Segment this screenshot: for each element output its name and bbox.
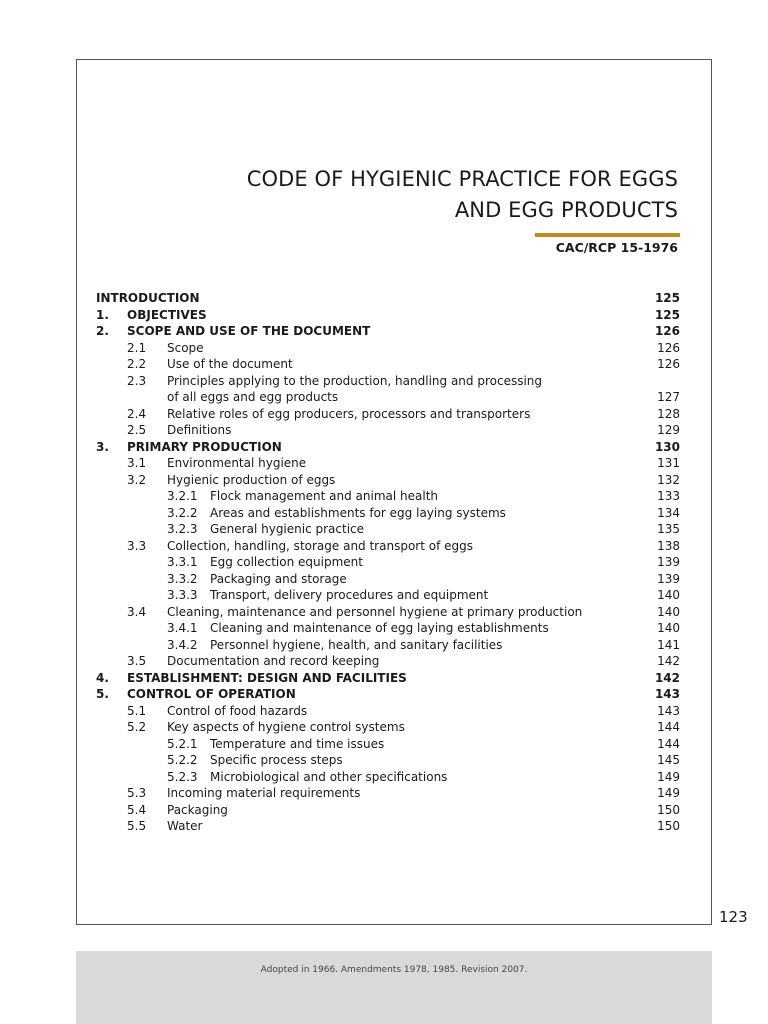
toc-entry-label: Cleaning, maintenance and personnel hygiene at primary production [167,604,583,619]
toc-entry-number: 5.2.3 [167,769,198,784]
toc-entry-page: 131 [657,456,680,470]
toc-entry-page: 125 [654,291,680,305]
toc-entry-number: 3.3 [127,538,147,553]
toc-entry-label: Documentation and record keeping [167,654,380,668]
page-frame [76,59,712,925]
toc-entry[interactable] [96,736,680,753]
toc-entry-label: General hygienic practice [210,522,365,536]
toc-entry-page: 143 [654,687,680,701]
toc-entry[interactable] [96,455,680,472]
toc-entry-page: 127 [657,390,680,404]
toc-entry[interactable] [96,356,680,373]
toc-entry-label: Specific process steps [210,753,343,767]
toc-entry-page: 149 [657,786,680,800]
toc-entry-label: Water [167,819,203,833]
toc-entry-number: 2. [96,324,109,338]
title-accent-rule [535,233,680,237]
toc-entry-number: 5. [96,687,109,701]
toc-entry-label: Hygienic production of eggs [167,472,336,487]
toc-entry-page: 140 [657,621,680,635]
toc-entry-number: 4. [96,670,109,685]
toc-entry[interactable] [96,571,680,588]
toc-entry-page: 142 [657,654,680,668]
toc-entry-page: 132 [657,472,680,487]
toc-entry-page: 135 [657,522,680,536]
toc-entry[interactable] [96,488,680,505]
toc-entry-number: 3.5 [127,654,147,668]
toc-entry-page: 129 [657,423,680,437]
toc-entry-number: 3.3.1 [167,555,198,569]
footer-band [76,951,712,1024]
toc-entry-label: SCOPE AND USE OF THE DOCUMENT [127,324,371,338]
toc-entry-page: 150 [657,802,680,817]
toc-entry[interactable] [96,802,680,819]
toc-entry-label: Flock management and animal health [210,489,438,503]
toc-entry-label: OBJECTIVES [127,307,207,322]
toc-entry-number: 3.4 [127,604,147,619]
toc-entry[interactable] [96,604,680,621]
toc-entry[interactable] [96,620,680,637]
document-title-line-1: CODE OF HYGIENIC PRACTICE FOR EGGS [246,167,678,191]
toc-entry-page: 142 [654,670,680,685]
toc-entry[interactable] [96,719,680,736]
toc-entry-label: Principles applying to the production, handling and processing [167,373,543,388]
toc-entry-label: Transport, delivery procedures and equipment [210,588,489,602]
toc-entry[interactable] [96,703,680,720]
toc-entry-page: 145 [657,753,680,767]
toc-entry[interactable] [96,340,680,357]
toc-entry-number: 5.2.2 [167,753,198,767]
toc-entry[interactable] [96,752,680,769]
toc-entry-page: 150 [657,819,680,833]
toc-entry[interactable] [96,769,680,786]
toc-entry-label: of all eggs and egg products [167,390,339,404]
toc-entry-page: 149 [657,769,680,784]
toc-entry-number: 3.2.3 [167,522,198,536]
toc-entry-number: 2.1 [127,340,147,355]
toc-entry[interactable] [96,554,680,571]
toc-entry-number: 2.3 [127,373,147,388]
toc-entry-number: 5.2 [127,720,147,734]
toc-entry-page: 138 [657,538,680,553]
toc-entry-number: 2.2 [127,357,147,371]
toc-entry-label: Packaging [167,802,228,817]
toc-entry-page: 134 [657,505,680,520]
toc-entry[interactable] [96,472,680,489]
toc-entry-page: 126 [657,340,680,355]
toc-entry-number: 5.4 [127,802,147,817]
toc-entry-number: 2.4 [127,406,147,421]
toc-entry-number: 1. [96,307,109,322]
toc-entry-page: 126 [657,357,680,371]
toc-entry-number: 3.3.3 [167,588,198,602]
toc-entry[interactable] [96,422,680,439]
toc-entry-page: 140 [657,588,680,602]
page-number: 123 [719,908,748,926]
toc-entry-page: 125 [654,307,680,322]
toc-entry-label: Microbiological and other specifications [210,769,448,784]
toc-entry-label: Relative roles of egg producers, processors and transporters [167,406,531,421]
adoption-note: Adopted in 1966. Amendments 1978, 1985. Revision 2007. [260,965,528,975]
toc-entry-number: 5.3 [127,786,147,800]
toc-entry-page: 144 [657,720,680,734]
toc-entry-page: 133 [657,489,680,503]
toc-entry-label: Environmental hygiene [167,456,307,470]
toc-entry-label: Packaging and storage [210,571,347,586]
toc-entry[interactable] [96,670,680,687]
toc-entry[interactable] [96,538,680,555]
toc-entry-page: 128 [657,406,680,421]
toc-entry-label: Incoming material requirements [167,786,361,800]
toc-entry-number: 5.1 [127,703,147,718]
toc-entry-number: 3.4.2 [167,637,198,652]
toc-entry-page: 141 [657,637,680,652]
toc-entry[interactable] [96,785,680,802]
toc-entry-number: 3.1 [127,456,147,470]
document-title [158,164,678,226]
toc-entry-page: 139 [657,571,680,586]
toc-entry[interactable] [96,818,680,835]
toc-entry[interactable] [96,373,680,390]
toc-entry-page: 139 [657,555,680,569]
toc-entry-label: Personnel hygiene, health, and sanitary facilities [210,637,503,652]
toc-entry-label: Collection, handling, storage and transport of eggs [167,538,473,553]
toc-entry-number: 3.4.1 [167,621,198,635]
toc-entry-number: 3.2.2 [167,505,198,520]
toc-entry-number: 3.2 [127,472,147,487]
toc-entry-number: 3. [96,439,109,454]
toc-entry[interactable] [96,406,680,423]
toc-entry[interactable] [96,439,680,456]
toc-entry[interactable] [96,637,680,654]
toc-entry[interactable] [96,686,680,703]
toc-entry-label: Temperature and time issues [210,736,385,751]
toc-entry-label: Scope [167,340,204,355]
toc-entry-label: Definitions [167,423,232,437]
toc-entry-number: 5.5 [127,819,147,833]
toc-entry[interactable] [96,587,680,604]
toc-entry[interactable] [96,521,680,538]
toc-entry-label: PRIMARY PRODUCTION [127,439,282,454]
toc-entry-label: ESTABLISHMENT: DESIGN AND FACILITIES [127,670,407,685]
document-code: CAC/RCP 15-1976 [555,240,678,255]
toc-entry-page: 130 [654,439,680,454]
table-of-contents [96,290,680,835]
toc-entry-page: 143 [657,703,680,718]
toc-entry-number: 3.3.2 [167,571,198,586]
toc-entry-label: Key aspects of hygiene control systems [167,720,405,734]
toc-entry-label: Cleaning and maintenance of egg laying establishments [210,621,549,635]
toc-entry-page: 140 [657,604,680,619]
toc-entry-page: 144 [657,736,680,751]
toc-entry-page: 126 [654,324,680,338]
document-title-line-2: AND EGG PRODUCTS [454,198,678,222]
toc-entry[interactable] [96,653,680,670]
toc-entry-number: 5.2.1 [167,736,198,751]
toc-entry-number: 2.5 [127,423,147,437]
toc-entry-label: INTRODUCTION [96,291,200,305]
toc-entry[interactable] [96,290,680,307]
toc-entry-label: Control of food hazards [167,703,308,718]
toc-entry-number: 3.2.1 [167,489,198,503]
toc-entry[interactable] [96,505,680,522]
toc-entry[interactable] [96,389,680,406]
toc-entry-label: Egg collection equipment [210,555,363,569]
toc-entry-label: CONTROL OF OPERATION [127,687,296,701]
toc-entry[interactable] [96,323,680,340]
toc-entry[interactable] [96,307,680,324]
toc-entry-label: Use of the document [167,357,293,371]
toc-entry-label: Areas and establishments for egg laying systems [210,505,506,520]
